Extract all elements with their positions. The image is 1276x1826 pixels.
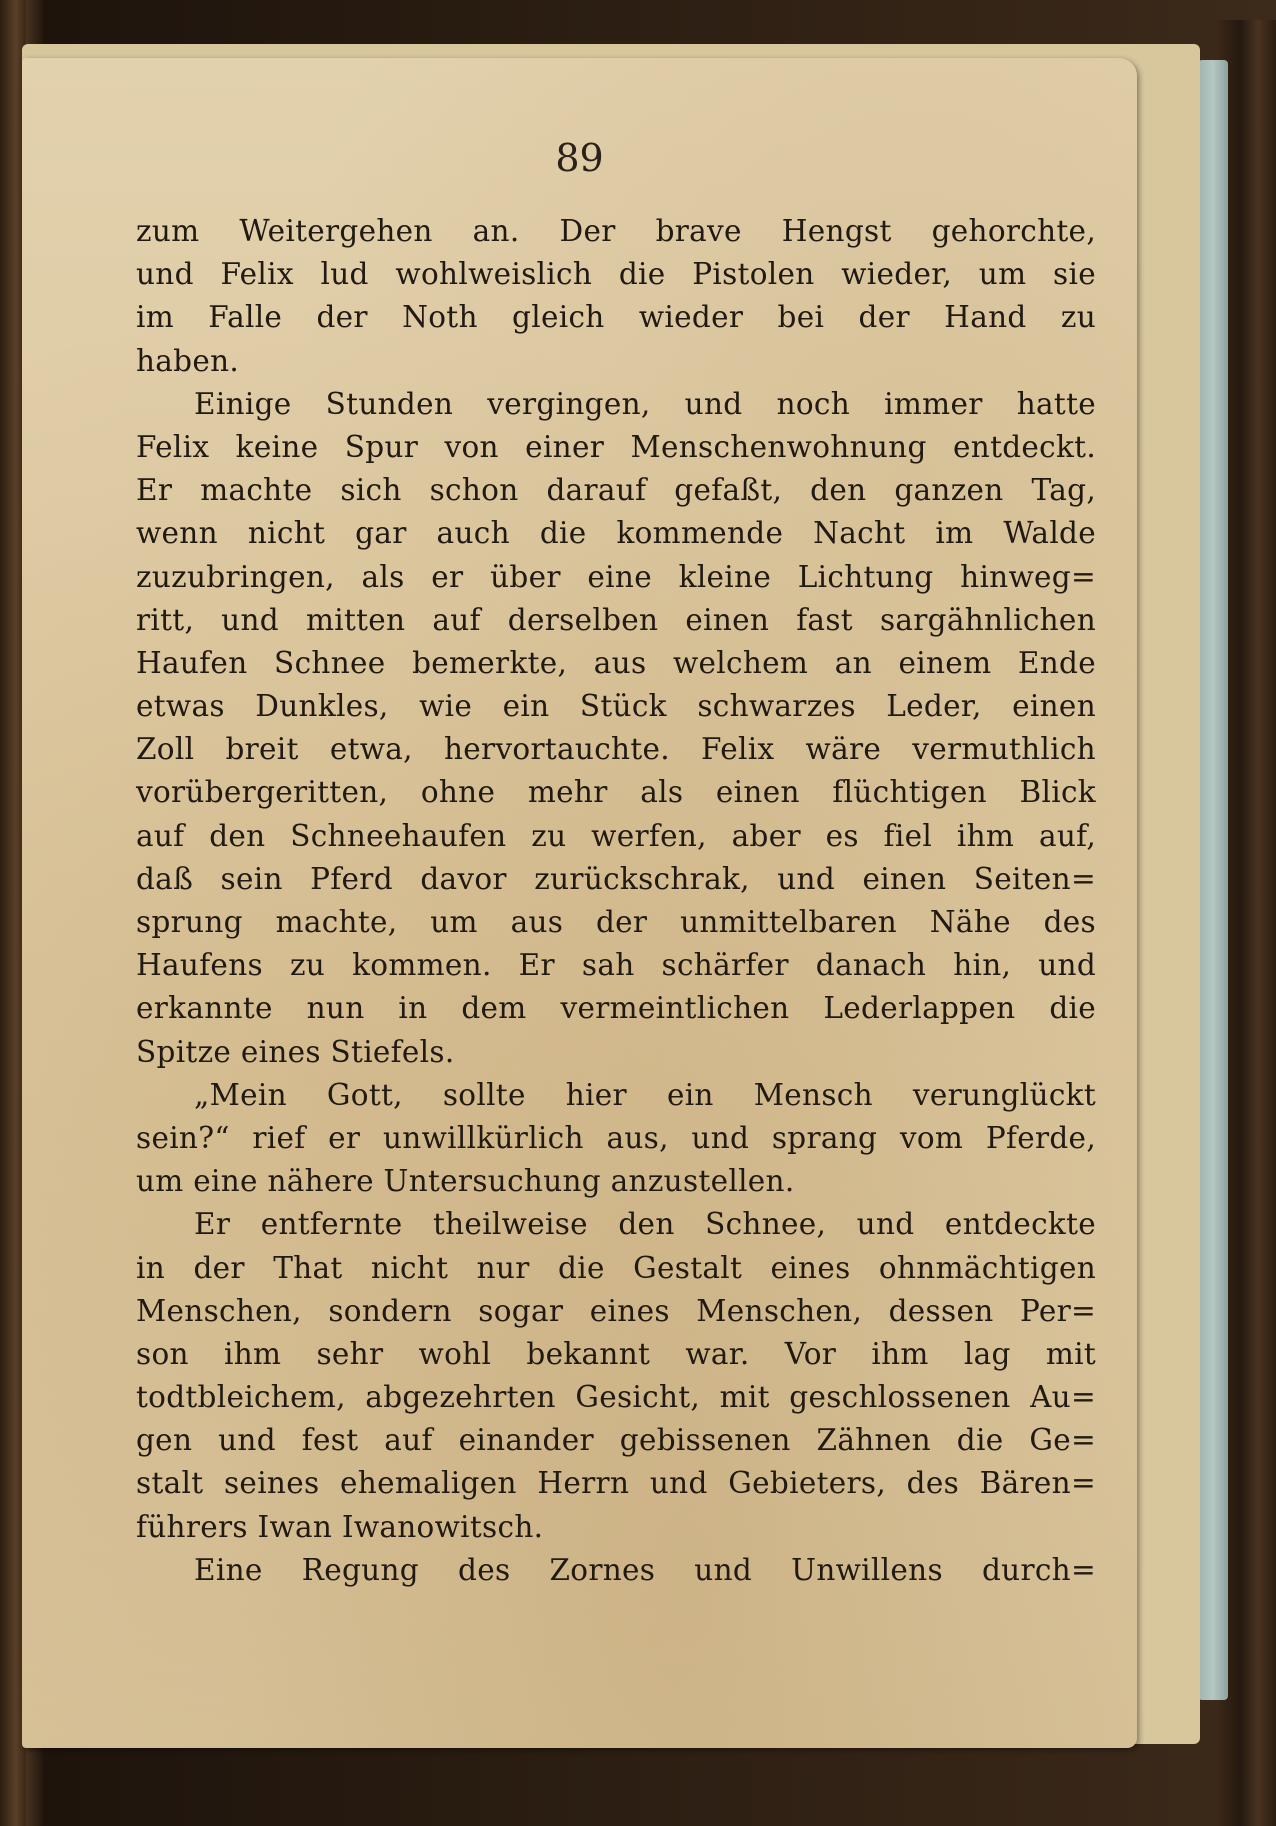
text-line: haben. bbox=[136, 343, 240, 378]
text-line: Felix keine Spur von einer Menschenwohnung entdeckt. bbox=[136, 429, 1096, 464]
text-line: son ihm sehr wohl bekannt war. Vor ihm lag mit bbox=[136, 1336, 1096, 1371]
text-line: und Felix lud wohlweislich die Pistolen wieder, um sie bbox=[136, 257, 1096, 292]
text-line: führers Iwan Iwanowitsch. bbox=[136, 1509, 544, 1544]
text-line: Haufens zu kommen. Er sah schärfer danach hin, und bbox=[136, 948, 1096, 983]
page-text bbox=[136, 210, 1096, 1592]
text-line: ritt, und mitten auf derselben einen fast sargähnlichen bbox=[136, 602, 1096, 637]
text-line: Einige Stunden vergingen, und noch immer hatte bbox=[194, 386, 1096, 421]
text-line: Haufen Schnee bemerkte, aus welchem an einem Ende bbox=[136, 645, 1096, 680]
text-line: auf den Schneehaufen zu werfen, aber es fiel ihm auf, bbox=[136, 818, 1096, 853]
text-line: „Mein Gott, sollte hier ein Mensch verunglückt bbox=[194, 1077, 1096, 1112]
text-line: todtbleichem, abgezehrten Gesicht, mit geschlossenen Au= bbox=[136, 1380, 1096, 1415]
text-line: daß sein Pferd davor zurückschrak, und einen Seiten= bbox=[136, 861, 1096, 896]
text-line: erkannte nun in dem vermeintlichen Lederlappen die bbox=[136, 991, 1096, 1026]
page-number: 89 bbox=[555, 136, 604, 180]
text-line: zuzubringen, als er über eine kleine Lichtung hinweg= bbox=[136, 559, 1096, 594]
text-line: wenn nicht gar auch die kommende Nacht im Walde bbox=[136, 516, 1096, 551]
text-line: Eine Regung des Zornes und Unwillens durch= bbox=[194, 1552, 1096, 1587]
text-line: um eine nähere Untersuchung anzustellen. bbox=[136, 1164, 795, 1199]
text-line: vorübergeritten, ohne mehr als einen flüchtigen Blick bbox=[136, 775, 1096, 810]
text-line: sprung machte, um aus der unmittelbaren Nähe des bbox=[136, 905, 1096, 939]
text-line: Spitze eines Stiefels. bbox=[136, 1034, 455, 1069]
cover-board-edge bbox=[1198, 60, 1228, 1700]
book-page bbox=[22, 58, 1137, 1748]
text-line: sein?“ rief er unwillkürlich aus, und sprang vom Pferde, bbox=[136, 1120, 1096, 1155]
text-line: in der That nicht nur die Gestalt eines ohnmächtigen bbox=[136, 1250, 1096, 1285]
text-line: Er machte sich schon darauf gefaßt, den ganzen Tag, bbox=[136, 473, 1096, 508]
text-line: etwas Dunkles, wie ein Stück schwarzes Leder, einen bbox=[136, 689, 1096, 724]
text-line: Zoll breit etwa, hervortauchte. Felix wäre vermuthlich bbox=[136, 732, 1096, 767]
text-line: zum Weitergehen an. Der brave Hengst gehorchte, bbox=[136, 214, 1096, 248]
text-line: Menschen, sondern sogar eines Menschen, dessen Per= bbox=[136, 1293, 1096, 1328]
text-line: stalt seines ehemaligen Herrn und Gebieters, des Bären= bbox=[136, 1466, 1096, 1501]
text-line: gen und fest auf einander gebissenen Zähnen die Ge= bbox=[136, 1423, 1096, 1458]
text-line: im Falle der Noth gleich wieder bei der Hand zu bbox=[136, 300, 1096, 335]
text-line: Er entfernte theilweise den Schnee, und entdeckte bbox=[194, 1207, 1096, 1242]
